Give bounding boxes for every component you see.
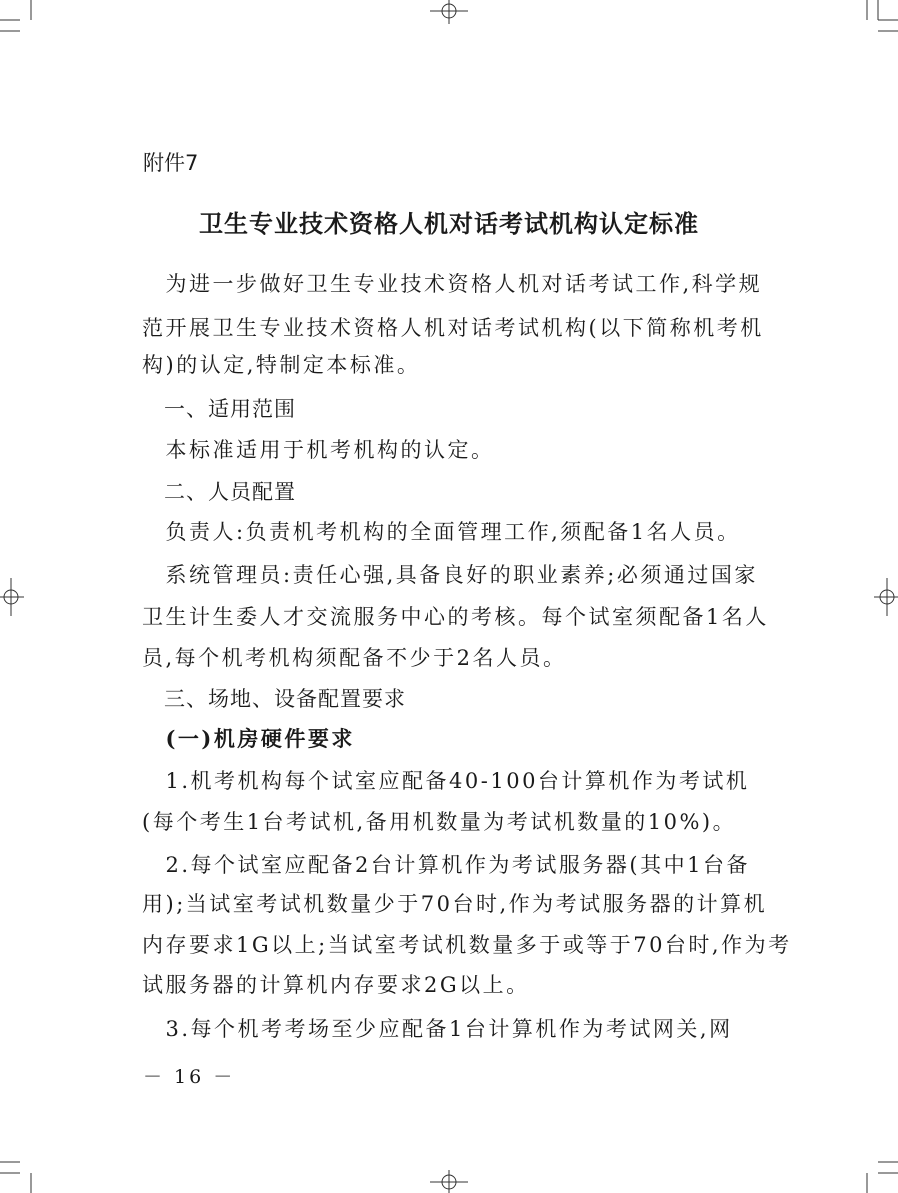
registration-mark-right [874,578,898,616]
body-line: 本标准适用于机考机构的认定。 [142,438,495,462]
body-line: 为进一步做好卫生专业技术资格人机对话考试工作,科学规 [142,272,763,296]
body-line: 系统管理员:责任心强,具备良好的职业素养;必须通过国家 [142,563,758,587]
body-line: 负责人:负责机考机构的全面管理工作,须配备1名人员。 [142,520,741,544]
body-line: 1.机考机构每个试室应配备40-100台计算机作为考试机 [142,769,750,793]
registration-mark-bottom [430,1170,468,1193]
page-number: － 16 － [143,1066,236,1088]
section-heading: 一、适用范围 [142,397,296,421]
registration-mark-left [0,578,24,616]
body-line: 3.每个机考考场至少应配备1台计算机作为考试网关,网 [142,1017,733,1041]
body-line: 构)的认定,特制定本标准。 [142,353,421,377]
body-line: 2.每个试室应配备2台计算机作为考试服务器(其中1台备 [142,853,750,877]
section-heading: 三、场地、设备配置要求 [142,687,406,711]
registration-mark-top [430,0,468,24]
document-title: 卫生专业技术资格人机对话考试机构认定标准 [199,209,699,238]
body-line: 员,每个机考机构须配备不少于2名人员。 [142,646,567,670]
body-line: 范开展卫生专业技术资格人机对话考试机构(以下简称机考机 [142,316,764,340]
subsection-heading: (一)机房硬件要求 [142,726,355,751]
section-heading: 二、人员配置 [142,480,296,504]
body-line: 卫生计生委人才交流服务中心的考核。每个试室须配备1名人 [142,605,769,629]
body-line: 试服务器的计算机内存要求2G以上。 [142,973,530,997]
body-line: (每个考生1台考试机,备用机数量为考试机数量的10%)。 [142,810,737,834]
body-line: 内存要求1G以上;当试室考试机数量多于或等于70台时,作为考 [142,933,792,957]
body-line: 用);当试室考试机数量少于70台时,作为考试服务器的计算机 [142,892,768,916]
attachment-label: 附件7 [143,151,199,175]
